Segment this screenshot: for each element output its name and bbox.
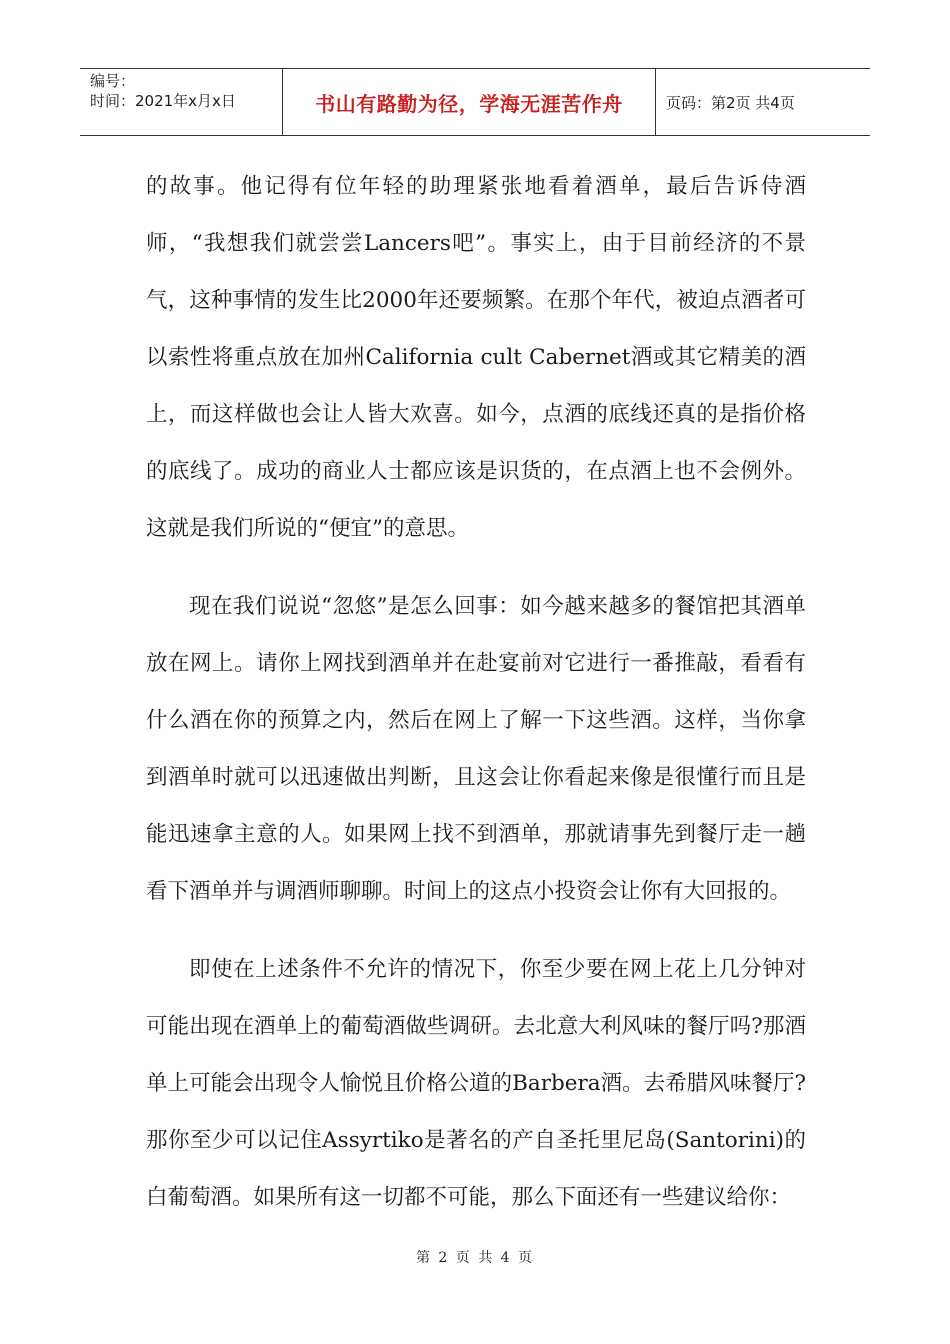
page-footer: 第 2 页 共 4 页 (415, 1250, 535, 1266)
document-date: 时间：2021年x月x日 (90, 92, 236, 110)
paragraph-research: 即使在上述条件不允许的情况下，你至少要在网上花上几分钟对可能出现在酒单上的葡萄酒做些调研。去北意大利风味的餐厅吗?那酒单上可能会出现令人愉悦且价格公道的Barbera酒。去希腊风味餐厅?那你至少可以记住Assyrtiko是著名的产自圣托里尼岛(Santorini)的白葡萄酒。如果所有这一切都不可能，那么下面还有一些建议给你： (146, 957, 806, 1210)
paragraph-online-menu: 现在我们说说“忽悠”是怎么回事：如今越来越多的餐馆把其酒单放在网上。请你上网找到酒单并在赴宴前对它进行一番推敲，看看有什么酒在你的预算之内，然后在网上了解一下这些酒。这样，当你拿到酒单时就可以迅速做出判断，且这会让你看起来像是很懂行而且是能迅速拿主意的人。如果网上找不到酒单，那就请事先到餐厅走一趟看下酒单并与调酒师聊聊。时间上的这点小投资会让你有大回报的。 (146, 594, 806, 904)
document-body (146, 158, 806, 1226)
document-header (80, 68, 870, 136)
document-number-label: 编号： (90, 72, 136, 90)
header-motto: 书山有路勤为径，学海无涯苦作舟 (283, 69, 656, 135)
header-page-info: 页码：第2页 共4页 (666, 93, 795, 112)
header-meta-cell (80, 69, 283, 135)
paragraph-continued: 的故事。他记得有位年轻的助理紧张地看着酒单，最后告诉侍酒师，“我想我们就尝尝Lancers吧”。事实上，由于目前经济的不景气，这种事情的发生比2000年还要频繁。在那个年代，被迫点酒者可以索性将重点放在加州California cult Cabernet酒或其它精美的酒上，而这样做也会让人皆大欢喜。如今，点酒的底线还真的是指价格的底线了。成功的商业人士都应该是识货的，在点酒上也不会例外。这就是我们所说的“便宜”的意思。 (146, 174, 806, 541)
